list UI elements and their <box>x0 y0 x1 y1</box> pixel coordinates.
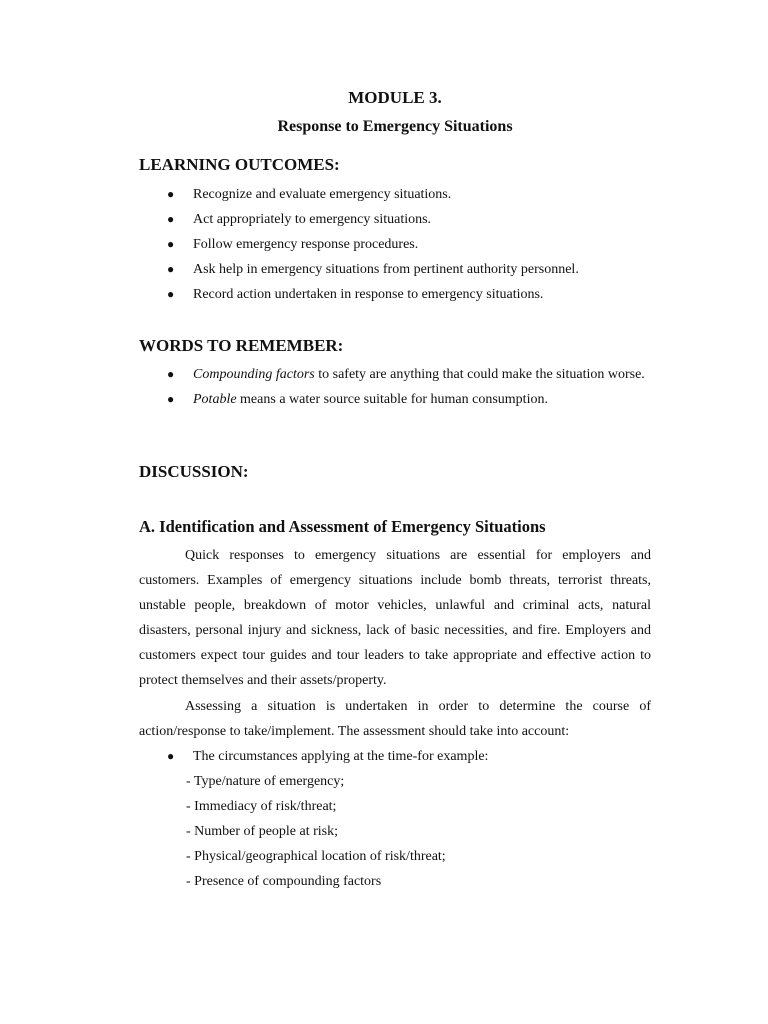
bullet-icon: ● <box>167 262 175 276</box>
list-item: ● Recognize and evaluate emergency situations. <box>139 182 651 207</box>
bullet-icon: ● <box>167 367 175 381</box>
bullet-icon: ● <box>167 212 175 226</box>
paragraph-1: Quick responses to emergency situations are essential for employers and customers. Examples of emergency situations include bomb threats, terrorist threats, unstable people, breakdown of motor vehicles, unlawful and criminal acts, natural disasters, personal injury and sickness, lack of basic necessities, and fire. Employers and customers expect tour guides and tour leaders to take appropriate and effective action to protect themselves and their assets/property. <box>139 548 651 688</box>
definition: means a water source suitable for human consumption. <box>236 392 548 407</box>
list-item: - Physical/geographical location of risk/threat; <box>186 849 446 864</box>
term: Potable <box>193 392 237 407</box>
paragraph-2: Assessing a situation is undertaken in order to determine the course of action/response to take/implement. The assessment should take into account: <box>139 699 651 739</box>
circumstances-sub-list <box>186 769 651 894</box>
module-subtitle: Response to Emergency Situations <box>277 118 513 135</box>
term: Compounding factors <box>193 367 315 382</box>
list-item: - Immediacy of risk/threat; <box>186 799 337 814</box>
bullet-icon: ● <box>167 187 175 201</box>
bullet-icon: ● <box>167 237 175 251</box>
section-a-title: A. Identification and Assessment of Emergency Situations <box>139 517 546 536</box>
list-item: ● Ask help in emergency situations from pertinent authority personnel. <box>139 257 651 282</box>
list-item <box>139 362 651 387</box>
words-to-remember-heading: WORDS TO REMEMBER: <box>139 336 344 355</box>
definition: to safety are anything that could make the situation worse. <box>314 367 645 382</box>
list-item: ● Record action undertaken in response to emergency situations. <box>139 282 651 307</box>
list-item: ● Follow emergency response procedures. <box>139 232 651 257</box>
learning-outcomes-list <box>139 182 651 307</box>
learning-outcomes-heading: LEARNING OUTCOMES: <box>139 155 340 174</box>
list-item: - Presence of compounding factors <box>186 874 382 889</box>
module-title: MODULE 3. <box>348 88 442 107</box>
bullet-icon: ● <box>167 287 175 301</box>
bullet-icon: ● <box>167 392 175 406</box>
bullet-icon: ● <box>167 749 175 763</box>
list-item: ● The circumstances applying at the time-for example: <box>139 744 651 769</box>
discussion-heading: DISCUSSION: <box>139 462 249 481</box>
list-item: - Number of people at risk; <box>186 824 339 839</box>
list-item <box>139 387 651 412</box>
list-item: - Type/nature of emergency; <box>186 774 345 789</box>
list-item: ● Act appropriately to emergency situations. <box>139 207 651 232</box>
circumstances-list <box>139 744 651 769</box>
words-to-remember-list <box>139 362 651 412</box>
